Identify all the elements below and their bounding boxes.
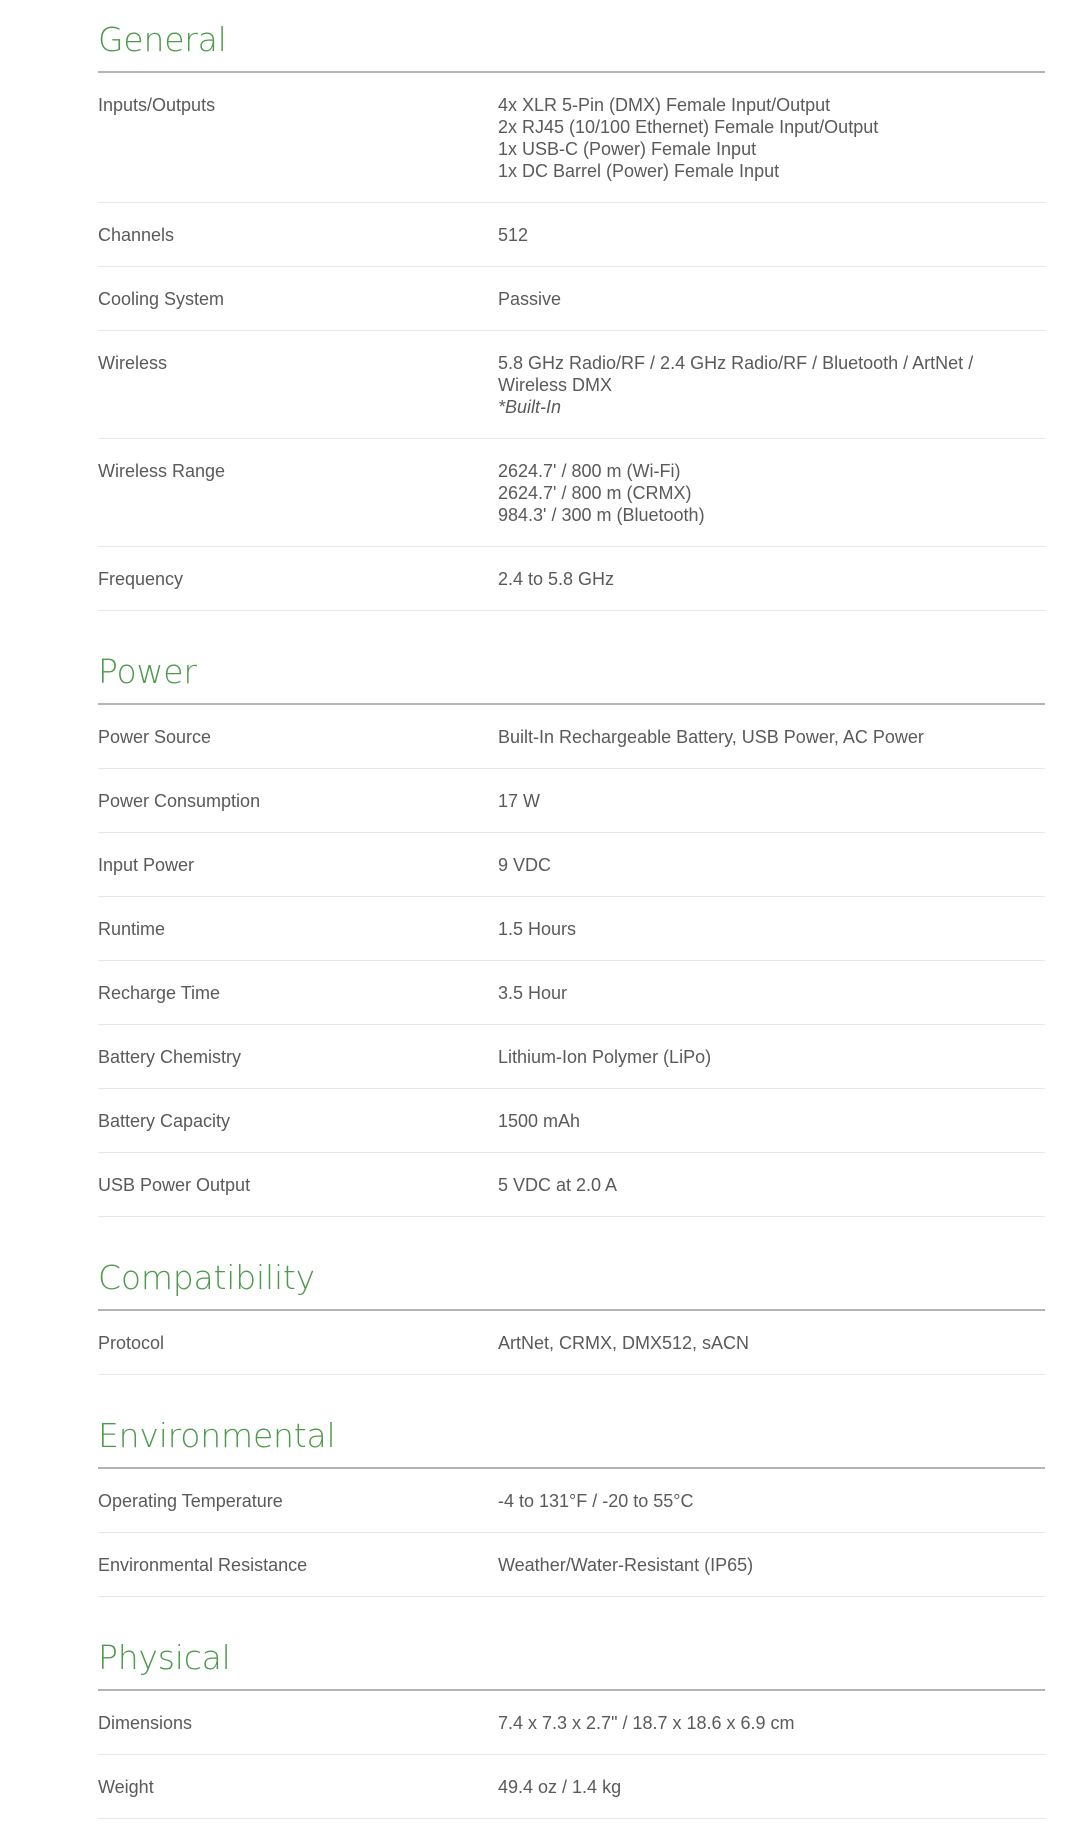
spec-row-wireless (98, 331, 1045, 439)
spec-row-battery-capacity (98, 1089, 1045, 1153)
spec-row-power-consumption (98, 769, 1045, 833)
spec-table (98, 1691, 1045, 1819)
spec-value (498, 1110, 1045, 1132)
spec-value-line: -4 to 131°F / -20 to 55°C (498, 1491, 694, 1511)
section-physical (98, 1618, 1045, 1819)
spec-label: Inputs/Outputs (98, 95, 216, 115)
spec-label: Dimensions (98, 1713, 193, 1733)
spec-row-operating-temperature (98, 1469, 1045, 1533)
spec-value-line: 17 W (498, 791, 541, 811)
section-title: Environmental (98, 1396, 1045, 1469)
spec-row-recharge-time (98, 961, 1045, 1025)
spec-value-line: 1.5 Hours (498, 919, 577, 939)
spec-row-environmental-resistance (98, 1533, 1045, 1597)
spec-value-line: Passive (498, 289, 562, 309)
spec-value-line: 5 VDC at 2.0 A (498, 1175, 618, 1195)
spec-label: Power Source (98, 727, 212, 747)
spec-row-wireless-range (98, 439, 1045, 547)
spec-value (498, 854, 1045, 876)
section-general (98, 0, 1045, 611)
spec-row-weight (98, 1755, 1045, 1819)
spec-label: Battery Capacity (98, 1111, 231, 1131)
spec-label: Operating Temperature (98, 1491, 283, 1511)
spec-label: Frequency (98, 569, 184, 589)
spec-label: Cooling System (98, 289, 225, 309)
spec-label: Battery Chemistry (98, 1047, 242, 1067)
spec-value (498, 288, 1045, 310)
spec-value (498, 1490, 1045, 1512)
spec-table (98, 73, 1045, 611)
spec-row-power-source (98, 705, 1045, 769)
section-title: General (98, 0, 1045, 73)
spec-row-protocol (98, 1311, 1045, 1375)
spec-label: Protocol (98, 1333, 165, 1353)
spec-row-usb-power-output (98, 1153, 1045, 1217)
spec-value (498, 790, 1045, 812)
section-compatibility (98, 1238, 1045, 1375)
section-environmental (98, 1396, 1045, 1597)
section-spacer (98, 1597, 1045, 1618)
spec-value-line: Lithium-Ion Polymer (LiPo) (498, 1047, 712, 1067)
spec-label: Runtime (98, 919, 166, 939)
spec-value (498, 918, 1045, 940)
spec-value (498, 568, 1045, 590)
spec-value (498, 352, 1045, 418)
spec-row-battery-chemistry (98, 1025, 1045, 1089)
spec-table (98, 1469, 1045, 1597)
spec-row-input-power (98, 833, 1045, 897)
spec-row-channels (98, 203, 1045, 267)
spec-value (498, 726, 1045, 748)
spec-value-line: Weather/Water-Resistant (IP65) (498, 1555, 754, 1575)
spec-value (498, 1554, 1045, 1576)
spec-value (498, 1776, 1045, 1798)
section-spacer (98, 611, 1045, 632)
spec-table (98, 1311, 1045, 1375)
spec-value-line: 7.4 x 7.3 x 2.7" / 18.7 x 18.6 x 6.9 cm (498, 1713, 795, 1733)
spec-label: Environmental Resistance (98, 1555, 308, 1575)
spec-label: Power Consumption (98, 791, 261, 811)
spec-label: Weight (98, 1777, 154, 1797)
spec-value (498, 1712, 1045, 1734)
section-power (98, 632, 1045, 1217)
spec-row-frequency (98, 547, 1045, 611)
spec-value-line: 1500 mAh (498, 1111, 581, 1131)
spec-label: Input Power (98, 855, 195, 875)
section-title: Compatibility (98, 1238, 1045, 1311)
spec-value (498, 460, 1045, 526)
spec-value-line: 2624.7' / 800 m (CRMX) (498, 483, 692, 503)
spec-note: *Built-In (498, 397, 562, 417)
section-spacer (98, 1375, 1045, 1396)
spec-row-runtime (98, 897, 1045, 961)
spec-table (98, 705, 1045, 1217)
spec-value (498, 982, 1045, 1004)
spec-value-line: Wireless DMX (498, 375, 613, 395)
spec-value-line: ArtNet, CRMX, DMX512, sACN (498, 1333, 750, 1353)
spec-value (498, 94, 1045, 182)
spec-value-line: 2624.7' / 800 m (Wi-Fi) (498, 461, 681, 481)
spec-value (498, 1174, 1045, 1196)
spec-value (498, 1332, 1045, 1354)
spec-label: Recharge Time (98, 983, 221, 1003)
spec-value (498, 1046, 1045, 1068)
spec-label: Channels (98, 225, 175, 245)
spec-value-line: 4x XLR 5-Pin (DMX) Female Input/Output (498, 95, 831, 115)
spec-value-line: 5.8 GHz Radio/RF / 2.4 GHz Radio/RF / Bluetooth / ArtNet / (498, 353, 974, 373)
spec-label: USB Power Output (98, 1175, 251, 1195)
spec-value-line: 984.3' / 300 m (Bluetooth) (498, 505, 705, 525)
spec-label: Wireless (98, 353, 168, 373)
spec-value-line: 3.5 Hour (498, 983, 568, 1003)
spec-value-line: 2.4 to 5.8 GHz (498, 569, 615, 589)
spec-label: Wireless Range (98, 461, 226, 481)
spec-value-line: 1x DC Barrel (Power) Female Input (498, 161, 780, 181)
spec-value-line: 512 (498, 225, 529, 245)
section-spacer (98, 1217, 1045, 1238)
spec-value (498, 224, 1045, 246)
spec-row-inputs-outputs (98, 73, 1045, 203)
spec-row-cooling-system (98, 267, 1045, 331)
spec-value-line: 1x USB-C (Power) Female Input (498, 139, 757, 159)
spec-value-line: Built-In Rechargeable Battery, USB Power, AC Power (498, 727, 924, 747)
specifications (98, 0, 1045, 1819)
section-title: Power (98, 632, 1045, 705)
spec-row-dimensions (98, 1691, 1045, 1755)
spec-value-line: 49.4 oz / 1.4 kg (498, 1777, 622, 1797)
spec-value-line: 9 VDC (498, 855, 552, 875)
spec-value-line: 2x RJ45 (10/100 Ethernet) Female Input/Output (498, 117, 879, 137)
section-title: Physical (98, 1618, 1045, 1691)
